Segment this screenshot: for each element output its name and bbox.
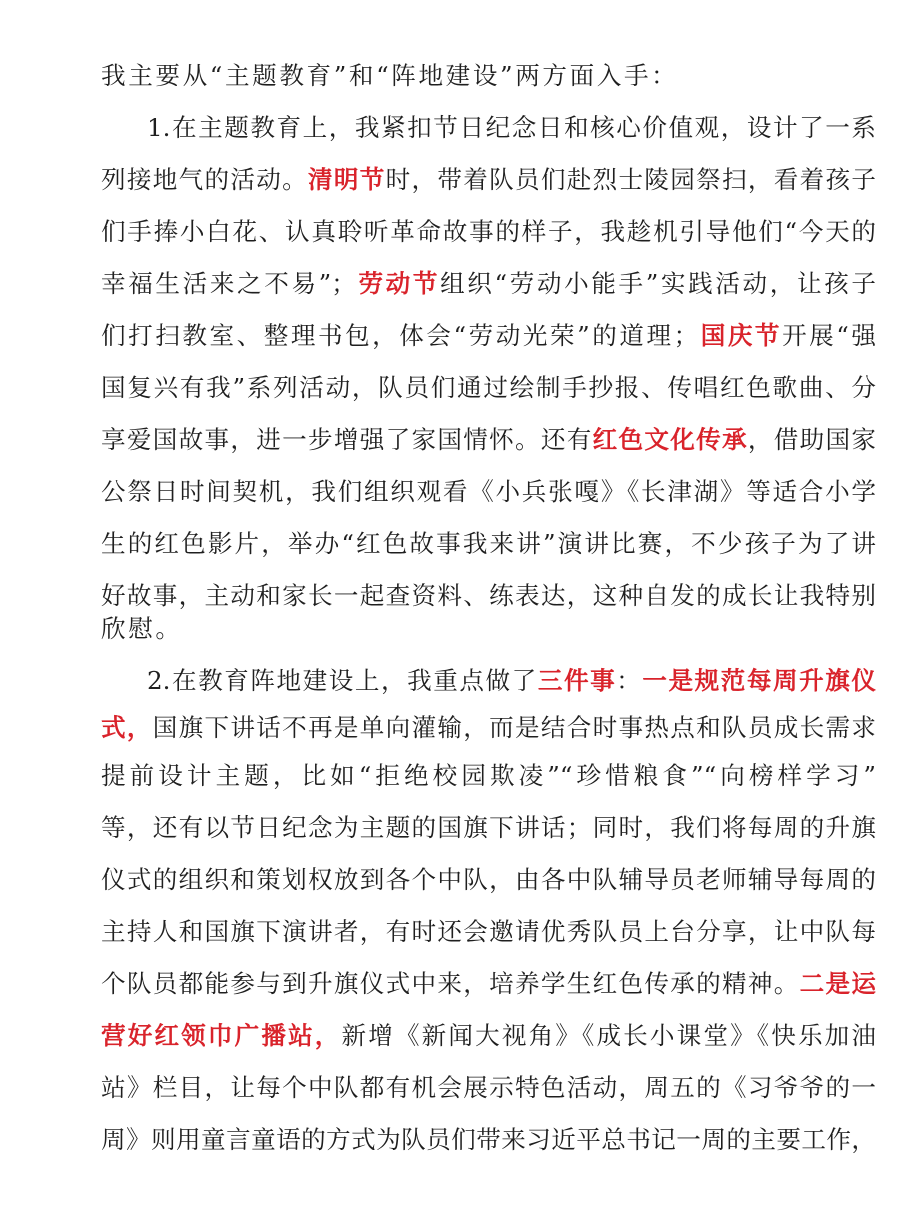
text-run: 国复兴有我”系列活动，队员们通过绘制手抄报、传唱红色歌曲、分 bbox=[101, 373, 876, 402]
text-run: 仪式的组织和策划权放到各个中队，由各中队辅导员老师辅导每周的 bbox=[101, 865, 876, 894]
p1-line-3 bbox=[101, 206, 876, 258]
text-run: 们打扫教室、整理书包，体会“劳动光荣”的道理； bbox=[101, 321, 699, 350]
text-run: 新增《新闻大视角》《成长小课堂》《快乐加油 bbox=[341, 1021, 876, 1050]
intro-line bbox=[101, 50, 876, 102]
p2-line-3 bbox=[101, 750, 876, 802]
p1-line-11 bbox=[101, 603, 876, 655]
highlight-first-item: 一是规范每周升旗仪 bbox=[642, 666, 876, 695]
highlight-second-item-end: 营好红领巾广播站， bbox=[101, 1021, 342, 1050]
text-run: 等，还有以节日纪念为主题的国旗下讲话；同时，我们将每周的升旗 bbox=[101, 813, 876, 842]
text-run: 个队员都能参与到升旗仪式中来，培养学生红色传承的精神。 bbox=[101, 969, 800, 998]
p1-line-7 bbox=[101, 414, 876, 466]
p2-line-9 bbox=[101, 1062, 876, 1114]
text-run: 幸福生活来之不易”； bbox=[101, 269, 356, 298]
text-run: 享爱国故事，进一步增强了家国情怀。还有 bbox=[101, 425, 593, 454]
text-run: 1.在主题教育上，我紧扣节日纪念日和核心价值观，设计了一系 bbox=[147, 113, 876, 142]
p1-line-5 bbox=[101, 310, 876, 362]
text-run: 生的红色影片，举办“红色故事我来讲”演讲比赛，不少孩子为了讲 bbox=[101, 529, 876, 558]
p1-line-1 bbox=[147, 102, 876, 154]
p2-line-1 bbox=[147, 655, 876, 707]
text-run: 提前设计主题，比如“拒绝校园欺凌”“珍惜粮食”“向榜样学习” bbox=[101, 761, 876, 790]
text-run: 时，带着队员们赴烈士陵园祭扫，看着孩子 bbox=[385, 165, 876, 194]
highlight-guoqing: 国庆节 bbox=[698, 321, 783, 350]
text-run: 我主要从“主题教育”和“阵地建设”两方面入手： bbox=[101, 61, 679, 90]
p2-line-10 bbox=[101, 1114, 876, 1166]
text-run: 好故事，主动和家长一起查资料、练表达，这种自发的成长让我特别 bbox=[101, 581, 876, 610]
highlight-first-item-end: 式， bbox=[101, 713, 153, 742]
p2-line-5 bbox=[101, 854, 876, 906]
p1-line-8 bbox=[101, 466, 876, 518]
text-run: 站》栏目，让每个中队都有机会展示特色活动，周五的《习爷爷的一 bbox=[101, 1073, 876, 1102]
highlight-second-item: 二是运 bbox=[799, 969, 876, 998]
text-run: 主持人和国旗下演讲者，有时还会邀请优秀队员上台分享，让中队每 bbox=[101, 917, 876, 946]
highlight-laodong: 劳动节 bbox=[355, 269, 441, 298]
highlight-three-things: 三件事 bbox=[537, 666, 617, 695]
p2-line-4 bbox=[101, 802, 876, 854]
p1-line-4 bbox=[101, 258, 876, 310]
text-run: 们手捧小白花、认真聆听革命故事的样子，我趁机引导他们“今天的 bbox=[101, 217, 876, 246]
text-run: 开展“强 bbox=[782, 321, 876, 350]
p2-line-2 bbox=[101, 702, 876, 754]
p2-line-8 bbox=[101, 1010, 876, 1062]
p2-line-7 bbox=[101, 958, 876, 1010]
p1-line-9 bbox=[101, 518, 876, 570]
text-run: ，借助国家 bbox=[747, 425, 876, 454]
text-run: ： bbox=[616, 666, 643, 695]
highlight-red-culture: 红色文化传承 bbox=[592, 425, 748, 454]
text-run: 列接地气的活动。 bbox=[101, 165, 308, 194]
text-run: 组织“劳动小能手”实践活动，让孩子 bbox=[440, 269, 876, 298]
text-run: 2.在教育阵地建设上，我重点做了 bbox=[147, 666, 538, 695]
highlight-qingming: 清明节 bbox=[308, 165, 386, 194]
text-run: 欣慰。 bbox=[101, 614, 183, 643]
p1-line-6 bbox=[101, 362, 876, 414]
p2-line-6 bbox=[101, 906, 876, 958]
text-run: 国旗下讲话不再是单向灌输，而是结合时事热点和队员成长需求 bbox=[152, 713, 876, 742]
text-run: 公祭日时间契机，我们组织观看《小兵张嘎》《长津湖》等适合小学 bbox=[101, 477, 876, 506]
text-run: 周》则用童言童语的方式为队员们带来习近平总书记一周的主要工作， bbox=[101, 1125, 876, 1154]
p1-line-2 bbox=[101, 154, 876, 206]
